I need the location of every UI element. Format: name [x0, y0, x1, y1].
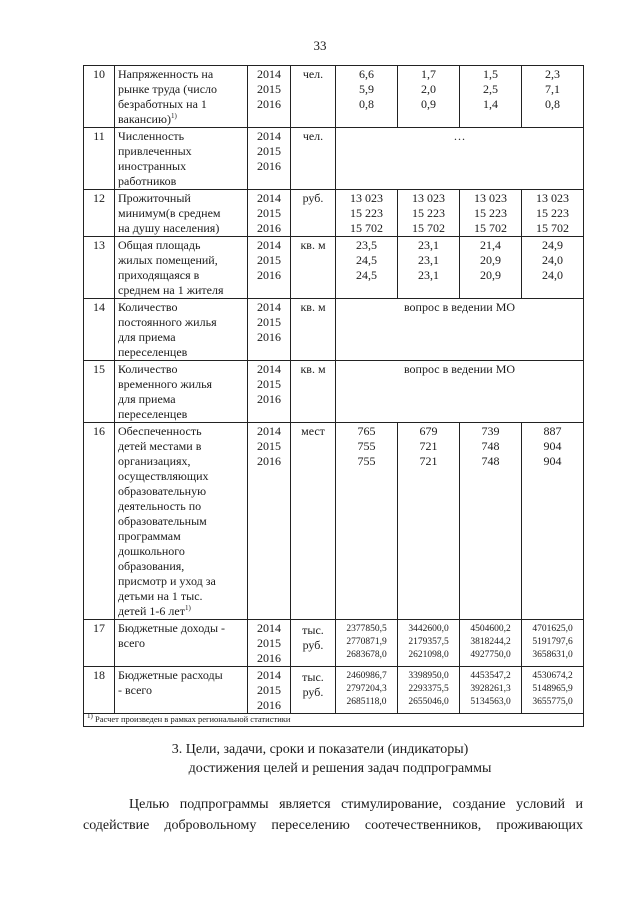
- unit-cell: [291, 66, 336, 128]
- unit: чел.: [302, 67, 324, 81]
- indicator-name-line: Численность: [118, 129, 185, 143]
- value-cell: [336, 190, 398, 237]
- body-paragraph: [83, 794, 583, 836]
- indicator-name-line: временного жилья: [118, 377, 213, 391]
- value: 15 223: [412, 206, 445, 220]
- value: 15 702: [350, 221, 383, 235]
- value: 21,4: [480, 238, 501, 252]
- value: 2685118,0: [346, 697, 387, 707]
- value: 3818244,2: [470, 637, 511, 647]
- section-heading-line-1: 3. Цели, задачи, сроки и показатели (индикаторы): [171, 742, 469, 757]
- value: 15 223: [350, 206, 383, 220]
- value: 4701625,0: [532, 624, 573, 634]
- footnote-text: Расчет произведен в рамках региональной статистики: [94, 714, 291, 724]
- indicator-name-line-wrap: [118, 112, 244, 127]
- table-row: [84, 299, 584, 361]
- indicator-name: [115, 190, 248, 237]
- value: 13 023: [350, 191, 383, 205]
- footnote-row: [84, 714, 584, 727]
- indicator-name: [115, 423, 248, 620]
- value: 2179357,5: [408, 637, 449, 647]
- value: 721: [419, 454, 438, 468]
- value: 2293375,5: [408, 684, 449, 694]
- section-heading-line-2: достижения целей и решения задач подпрограммы: [188, 761, 492, 776]
- unit-cell: [291, 620, 336, 667]
- indicator-name-line: привлеченных: [118, 144, 192, 158]
- value: 7,1: [545, 82, 560, 96]
- value: 13 023: [536, 191, 569, 205]
- year: 2014: [257, 300, 281, 314]
- value: 4453547,2: [470, 671, 511, 681]
- years-cell: [248, 620, 291, 667]
- indicator-name-line: программам: [118, 529, 181, 543]
- indicator-name-line: дошкольного: [118, 544, 185, 558]
- year: 2016: [257, 268, 281, 282]
- indicator-name-line: детей местами в: [118, 439, 202, 453]
- value-cell: [522, 423, 584, 620]
- value-cell: [398, 620, 460, 667]
- value: 5148965,9: [532, 684, 573, 694]
- indicator-name-line: безработных на 1: [118, 97, 207, 111]
- paragraph-line-1: Целью подпрограммы является стимулирование, создание условий и: [129, 797, 583, 812]
- row-number: 17: [84, 620, 115, 667]
- value: 4530674,2: [532, 671, 573, 681]
- years-cell: [248, 299, 291, 361]
- year: 2015: [257, 683, 281, 697]
- year: 2014: [257, 424, 281, 438]
- indicator-name-line: приходящаяся в: [118, 268, 200, 282]
- value: 3398950,0: [408, 671, 449, 681]
- value-cell: [522, 66, 584, 128]
- value: 0,8: [359, 97, 374, 111]
- value: 2,0: [421, 82, 436, 96]
- year: 2015: [257, 439, 281, 453]
- year: 2016: [257, 698, 281, 712]
- value: 13 023: [474, 191, 507, 205]
- unit-cell: [291, 361, 336, 423]
- value: 5191797,6: [532, 637, 573, 647]
- value: 23,1: [418, 268, 439, 282]
- indicator-name-line: переселенцев: [118, 345, 188, 359]
- indicator-name-line: для приема: [118, 392, 176, 406]
- value-cell: [460, 620, 522, 667]
- indicator-name-line: осуществляющих: [118, 469, 209, 483]
- indicator-name-line: присмотр и уход за: [118, 574, 216, 588]
- value: 904: [543, 454, 562, 468]
- indicator-name-line: организациях,: [118, 454, 191, 468]
- section-heading: [0, 740, 640, 778]
- value: 23,1: [418, 253, 439, 267]
- indicator-name: [115, 128, 248, 190]
- indicators-table: [83, 65, 584, 727]
- value: 24,0: [542, 253, 563, 267]
- page-number: 33: [313, 38, 327, 53]
- value: 2460986,7: [346, 671, 387, 681]
- indicator-name-line: Количество: [118, 362, 178, 376]
- value-cell: [522, 667, 584, 714]
- value-cell: [336, 620, 398, 667]
- paragraph-line-2: содействие добровольному переселению соотечественников, проживающих: [83, 818, 583, 833]
- years-cell: [248, 128, 291, 190]
- value: 15 223: [474, 206, 507, 220]
- indicator-name-line: для приема: [118, 330, 176, 344]
- row-number: 12: [84, 190, 115, 237]
- year: 2016: [257, 159, 281, 173]
- table-row: [84, 361, 584, 423]
- year: 2016: [257, 330, 281, 344]
- indicator-name-line: - всего: [118, 683, 153, 697]
- value-cell: [398, 190, 460, 237]
- indicator-name-line: иностранных: [118, 159, 187, 173]
- unit: руб.: [302, 638, 324, 652]
- value-cell: [460, 423, 522, 620]
- unit: кв. м: [300, 300, 326, 314]
- year: 2015: [257, 82, 281, 96]
- year: 2016: [257, 221, 281, 235]
- row-number: 13: [84, 237, 115, 299]
- merged-value-cell: …: [336, 128, 584, 190]
- indicator-name-line: на душу населения): [118, 221, 220, 235]
- years-cell: [248, 361, 291, 423]
- table-row: [84, 667, 584, 714]
- year: 2015: [257, 144, 281, 158]
- indicator-name: [115, 66, 248, 128]
- value: 13 023: [412, 191, 445, 205]
- row-number: 15: [84, 361, 115, 423]
- year: 2016: [257, 454, 281, 468]
- indicator-name: [115, 620, 248, 667]
- value: 748: [481, 439, 500, 453]
- value: 0,8: [545, 97, 560, 111]
- value: 0,9: [421, 97, 436, 111]
- value-cell: [336, 237, 398, 299]
- unit: тыс.: [302, 623, 324, 637]
- value: 2621098,0: [408, 650, 449, 660]
- merged-value-cell: вопрос в ведении МО: [336, 299, 584, 361]
- value: 20,9: [480, 268, 501, 282]
- value: 755: [357, 439, 376, 453]
- indicator-name-line: детьми на 1 тыс.: [118, 589, 203, 603]
- indicator-name-line: переселенцев: [118, 407, 188, 421]
- value: 755: [357, 454, 376, 468]
- value: 2797204,3: [346, 684, 387, 694]
- indicator-name-line: Бюджетные доходы -: [118, 621, 226, 635]
- indicator-name-line: Прожиточный: [118, 191, 191, 205]
- indicator-name-line: образовательным: [118, 514, 207, 528]
- year: 2016: [257, 97, 281, 111]
- unit: кв. м: [300, 362, 326, 376]
- value-cell: [522, 237, 584, 299]
- table-row: [84, 128, 584, 190]
- table-row: [84, 237, 584, 299]
- value: 1,7: [421, 67, 436, 81]
- value-cell: [398, 423, 460, 620]
- year: 2016: [257, 651, 281, 665]
- indicator-name-line: среднем на 1 жителя: [118, 283, 224, 297]
- value: 739: [481, 424, 500, 438]
- unit-cell: [291, 128, 336, 190]
- year: 2014: [257, 129, 281, 143]
- value: 5,9: [359, 82, 374, 96]
- value-cell: [398, 667, 460, 714]
- unit: мест: [301, 424, 325, 438]
- value: 5134563,0: [470, 697, 511, 707]
- value: 3655775,0: [532, 697, 573, 707]
- table-row: [84, 66, 584, 128]
- unit-cell: [291, 423, 336, 620]
- value-cell: [398, 237, 460, 299]
- value: 887: [543, 424, 562, 438]
- unit-cell: [291, 190, 336, 237]
- year: 2014: [257, 191, 281, 205]
- row-number: 10: [84, 66, 115, 128]
- value-cell: [336, 423, 398, 620]
- value: 1,4: [483, 97, 498, 111]
- value-cell: [460, 66, 522, 128]
- table-row: [84, 190, 584, 237]
- value: 23,5: [356, 238, 377, 252]
- indicator-name-line: жилых помещений,: [118, 253, 218, 267]
- value-cell: [522, 190, 584, 237]
- indicator-name-line: всего: [118, 636, 146, 650]
- unit: руб.: [302, 685, 324, 699]
- value: 24,0: [542, 268, 563, 282]
- unit-cell: [291, 237, 336, 299]
- row-number: 11: [84, 128, 115, 190]
- value: 3928261,3: [470, 684, 511, 694]
- value-cell: [336, 66, 398, 128]
- value: 2770871,9: [346, 637, 387, 647]
- value: 24,5: [356, 253, 377, 267]
- indicator-name-line: образования,: [118, 559, 185, 573]
- indicator-name: [115, 361, 248, 423]
- year: 2015: [257, 253, 281, 267]
- indicator-name-line-wrap: [118, 604, 244, 619]
- unit: чел.: [302, 129, 324, 143]
- value: 3658631,0: [532, 650, 573, 660]
- footnote-marker: 1): [184, 604, 191, 612]
- row-number: 16: [84, 423, 115, 620]
- value: 748: [481, 454, 500, 468]
- unit: кв. м: [300, 238, 326, 252]
- indicator-name-line: Общая площадь: [118, 238, 201, 252]
- years-cell: [248, 190, 291, 237]
- unit: тыс.: [302, 670, 324, 684]
- indicator-name-line: работников: [118, 174, 177, 188]
- value: 23,1: [418, 238, 439, 252]
- value: 24,9: [542, 238, 563, 252]
- value: 15 702: [412, 221, 445, 235]
- year: 2014: [257, 621, 281, 635]
- value: 24,5: [356, 268, 377, 282]
- year: 2014: [257, 362, 281, 376]
- value: 2,3: [545, 67, 560, 81]
- indicator-name: [115, 237, 248, 299]
- unit: руб.: [302, 191, 324, 205]
- value: 6,6: [359, 67, 374, 81]
- year: 2015: [257, 636, 281, 650]
- value-cell: [398, 66, 460, 128]
- row-number: 18: [84, 667, 115, 714]
- table-row: [84, 423, 584, 620]
- unit-cell: [291, 299, 336, 361]
- years-cell: [248, 423, 291, 620]
- value: 679: [419, 424, 438, 438]
- row-number: 14: [84, 299, 115, 361]
- value: 4927750,0: [470, 650, 511, 660]
- value-cell: [460, 237, 522, 299]
- indicator-name-line: постоянного жилья: [118, 315, 217, 329]
- year: 2014: [257, 67, 281, 81]
- value: 15 702: [474, 221, 507, 235]
- merged-value-cell: вопрос в ведении МО: [336, 361, 584, 423]
- footnote-marker: 1): [170, 112, 177, 120]
- indicator-name-line: Бюджетные расходы: [118, 668, 223, 682]
- value-cell: [336, 667, 398, 714]
- indicator-name-line: образовательную: [118, 484, 207, 498]
- value: 2655046,0: [408, 697, 449, 707]
- year: 2015: [257, 315, 281, 329]
- indicator-name-line: рынке труда (число: [118, 82, 218, 96]
- value-cell: [522, 620, 584, 667]
- year: 2014: [257, 668, 281, 682]
- value: 721: [419, 439, 438, 453]
- value: 2,5: [483, 82, 498, 96]
- value-cell: [460, 667, 522, 714]
- indicator-name: [115, 667, 248, 714]
- indicator-name-line: минимум(в среднем: [118, 206, 221, 220]
- value: 765: [357, 424, 376, 438]
- year: 2014: [257, 238, 281, 252]
- indicator-name-line: Обеспеченность: [118, 424, 202, 438]
- indicator-name: [115, 299, 248, 361]
- years-cell: [248, 66, 291, 128]
- value: 4504600,2: [470, 624, 511, 634]
- years-cell: [248, 237, 291, 299]
- indicator-name-line: детей 1-6 лет: [118, 604, 185, 618]
- indicator-name-line: Напряженность на: [118, 67, 214, 81]
- value: 20,9: [480, 253, 501, 267]
- value: 904: [543, 439, 562, 453]
- value: 2377850,5: [346, 624, 387, 634]
- year: 2015: [257, 377, 281, 391]
- footnote-marker: 1): [87, 712, 93, 721]
- indicator-name-line: Количество: [118, 300, 178, 314]
- year: 2015: [257, 206, 281, 220]
- years-cell: [248, 667, 291, 714]
- indicator-name-line: вакансию): [118, 112, 171, 126]
- value: 2683678,0: [346, 650, 387, 660]
- value: 15 702: [536, 221, 569, 235]
- footnote-cell: [84, 714, 584, 727]
- value-cell: [460, 190, 522, 237]
- unit-cell: [291, 667, 336, 714]
- value: 15 223: [536, 206, 569, 220]
- table-row: [84, 620, 584, 667]
- value: 1,5: [483, 67, 498, 81]
- indicator-name-line: деятельность по: [118, 499, 202, 513]
- year: 2016: [257, 392, 281, 406]
- value: 3442600,0: [408, 624, 449, 634]
